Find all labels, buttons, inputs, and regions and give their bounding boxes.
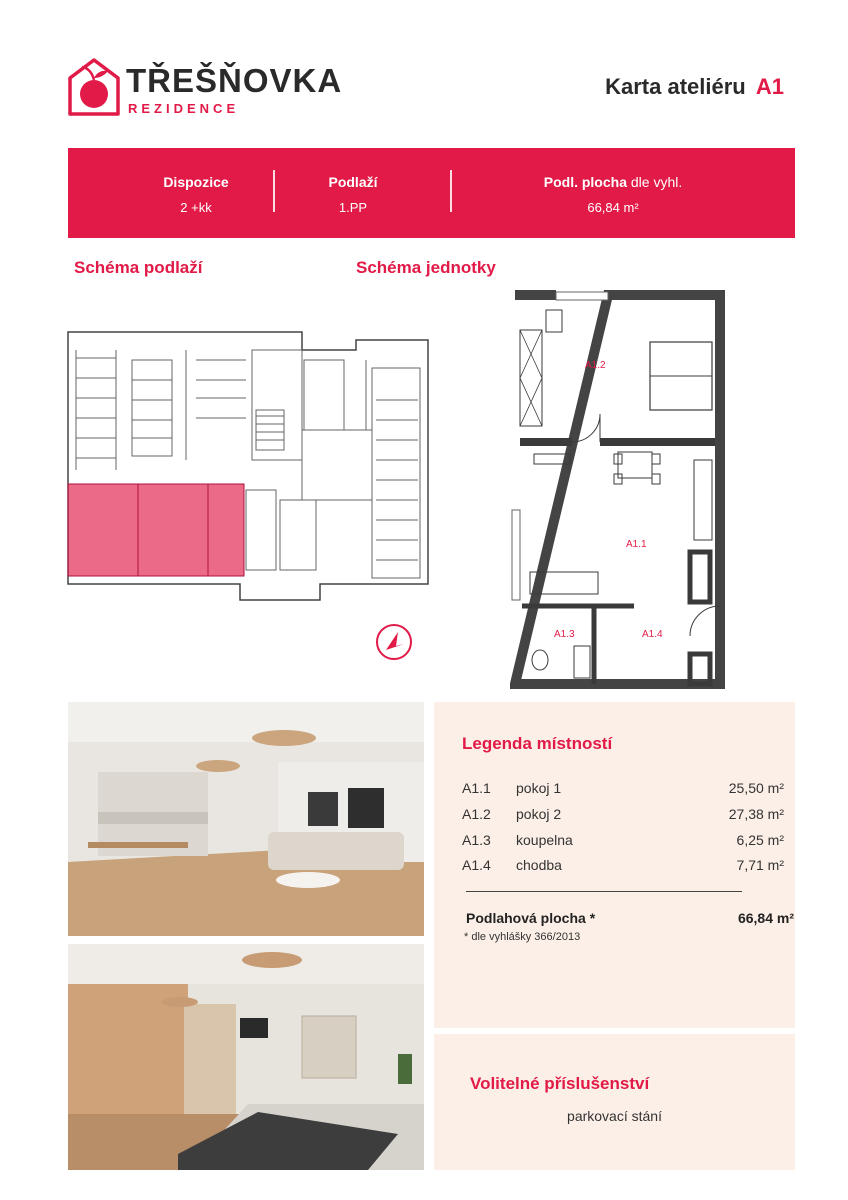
brand-name: TŘEŠŇOVKA bbox=[126, 62, 343, 99]
disposition-value: 2 +kk bbox=[180, 200, 212, 215]
legend-room-code: A1.3 bbox=[462, 832, 491, 848]
disposition-info bbox=[128, 148, 264, 238]
page-title-text: Karta ateliéru bbox=[605, 74, 746, 99]
legend-room-name: pokoj 1 bbox=[516, 780, 562, 796]
legend-note: * dle vyhlášky 366/2013 bbox=[464, 931, 581, 943]
info-bar bbox=[68, 148, 795, 238]
info-divider bbox=[450, 170, 452, 212]
living-room-render bbox=[68, 702, 424, 936]
legend-row bbox=[462, 832, 784, 850]
cherry-house-logo-icon bbox=[66, 56, 122, 118]
unit-scheme-title: Schéma jednotky bbox=[356, 258, 496, 277]
info-divider bbox=[273, 170, 275, 212]
bedroom-render bbox=[68, 944, 424, 1170]
legend-room-name: chodba bbox=[516, 857, 562, 873]
optional-accessories bbox=[434, 1034, 795, 1170]
unit-plan-drawing bbox=[510, 290, 725, 690]
north-arrow-icon bbox=[374, 622, 414, 662]
legend-row bbox=[462, 857, 784, 875]
room-label-a1-2: A1.2 bbox=[585, 360, 606, 371]
accessories-title: Volitelné příslušenství bbox=[470, 1074, 650, 1093]
brand-tagline: REZIDENCE bbox=[128, 101, 240, 116]
area-label bbox=[488, 174, 738, 190]
legend-room-area: 6,25 m² bbox=[736, 832, 784, 848]
legend-room-code: A1.2 bbox=[462, 806, 491, 822]
accessories-item: parkovací stání bbox=[567, 1108, 662, 1124]
legend-room-area: 27,38 m² bbox=[728, 806, 784, 822]
unit-code: A1 bbox=[755, 74, 784, 99]
brand-logo bbox=[66, 56, 343, 118]
floor-scheme-title: Schéma podlaží bbox=[74, 258, 203, 277]
room-label-a1-4: A1.4 bbox=[642, 629, 663, 640]
floor-label: Podlaží bbox=[328, 174, 378, 190]
legend-divider bbox=[466, 891, 742, 892]
floor-info bbox=[288, 148, 418, 238]
floor-plan-drawing bbox=[66, 320, 431, 660]
legend-total-label: Podlahová plocha * bbox=[466, 910, 596, 926]
area-label-bold: Podl. plocha bbox=[543, 174, 627, 190]
legend-room-area: 7,71 m² bbox=[736, 857, 784, 873]
disposition-label: Dispozice bbox=[163, 174, 229, 190]
legend-room-code: A1.4 bbox=[462, 857, 491, 873]
legend-total bbox=[466, 910, 794, 926]
legend-title: Legenda místností bbox=[462, 734, 613, 753]
legend-row bbox=[462, 806, 784, 824]
legend-total-value: 66,84 m² bbox=[737, 910, 794, 926]
legend-room-name: koupelna bbox=[516, 832, 573, 848]
room-label-a1-1: A1.1 bbox=[626, 539, 647, 550]
page-title bbox=[605, 74, 784, 100]
legend-room-area: 25,50 m² bbox=[728, 780, 784, 796]
area-value: 66,84 m² bbox=[587, 200, 639, 215]
area-info bbox=[488, 148, 738, 238]
room-legend bbox=[434, 702, 795, 1028]
legend-room-name: pokoj 2 bbox=[516, 806, 562, 822]
legend-room-code: A1.1 bbox=[462, 780, 491, 796]
area-label-light: dle vyhl. bbox=[626, 174, 683, 190]
legend-row bbox=[462, 780, 784, 798]
room-label-a1-3: A1.3 bbox=[554, 629, 575, 640]
floor-value: 1.PP bbox=[338, 200, 368, 215]
